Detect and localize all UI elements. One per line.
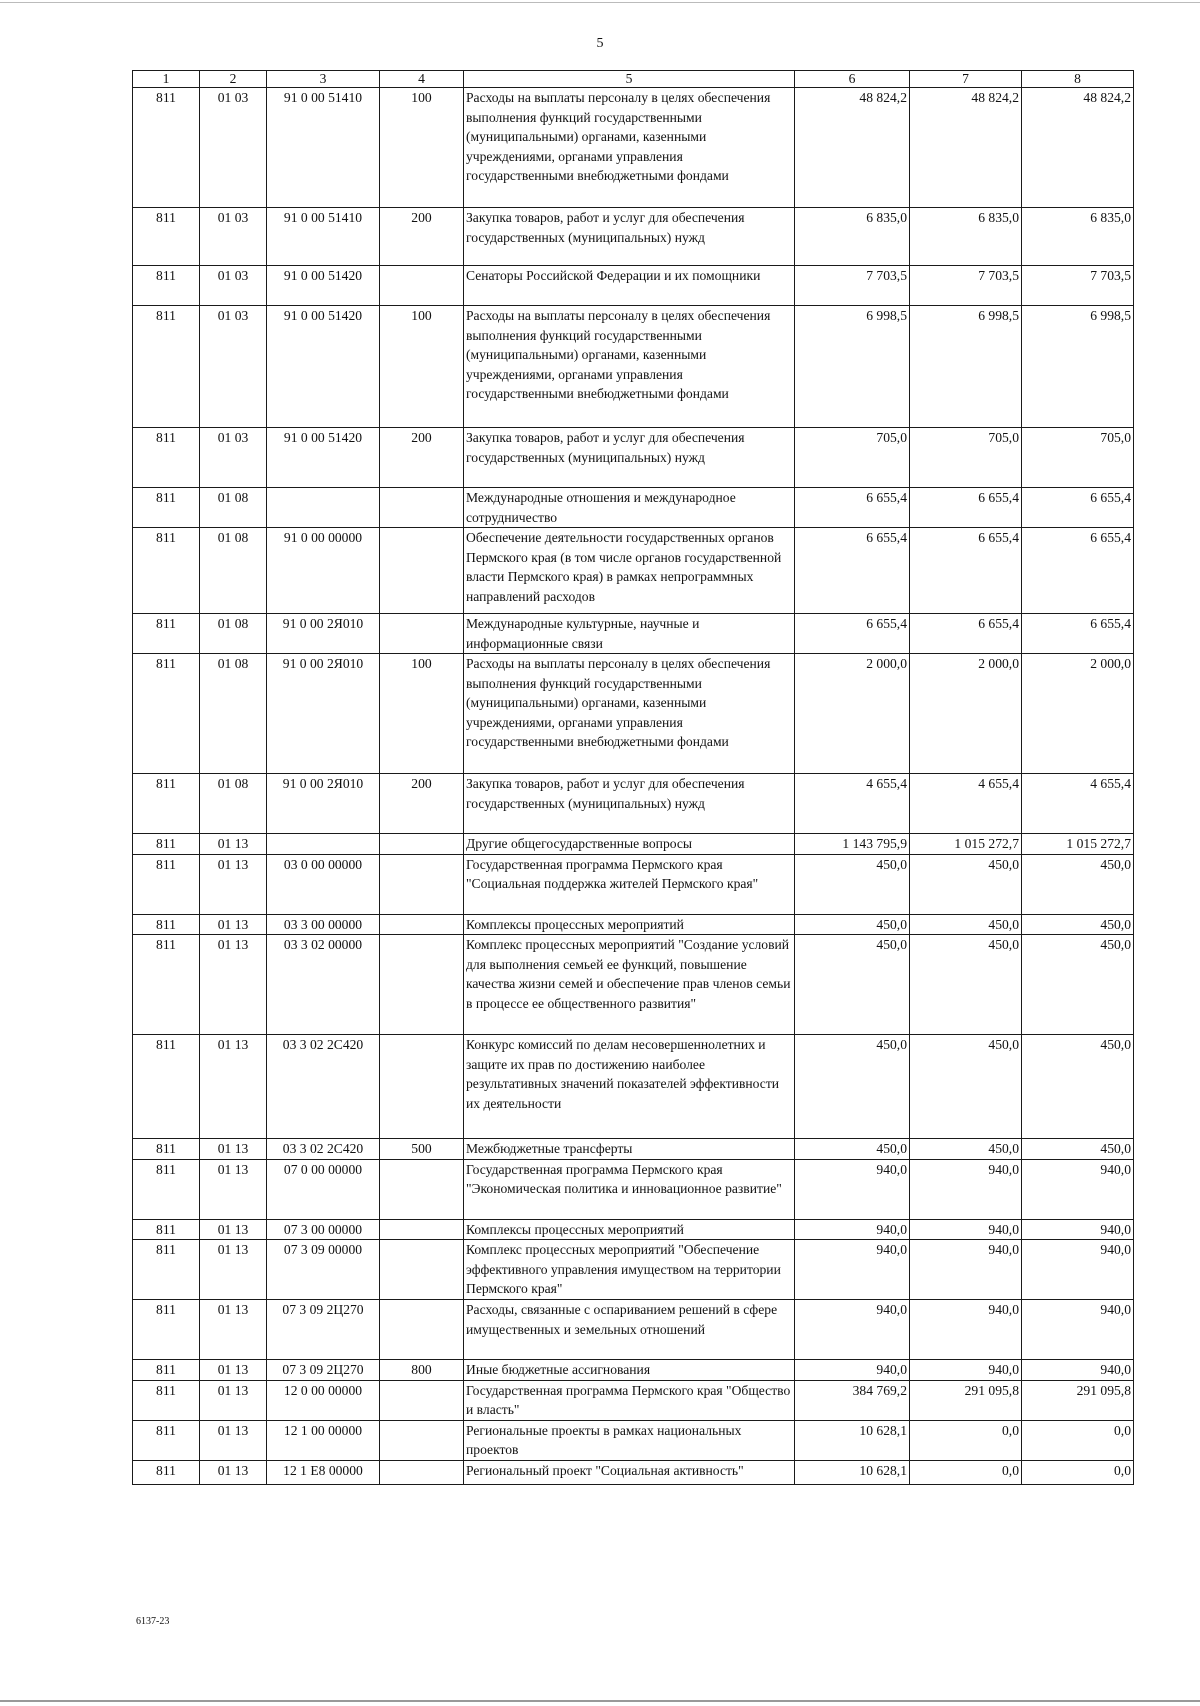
- cell-amount-year3: 0,0: [1022, 1460, 1134, 1484]
- cell-ved: 811: [133, 488, 200, 528]
- cell-expense-type: 500: [380, 1139, 464, 1160]
- cell-amount-year1: 450,0: [795, 1139, 910, 1160]
- cell-target-article: 07 3 09 2Ц270: [267, 1300, 380, 1360]
- cell-section: 01 08: [200, 614, 267, 654]
- cell-amount-year1: 2 000,0: [795, 654, 910, 774]
- cell-name: Закупка товаров, работ и услуг для обеспечения государственных (муниципальных) нужд: [464, 428, 795, 488]
- cell-amount-year2: 450,0: [910, 914, 1022, 935]
- cell-expense-type: [380, 1219, 464, 1240]
- col-header-4: 4: [380, 71, 464, 88]
- table-row: [133, 914, 1134, 935]
- cell-target-article: 03 3 02 2С420: [267, 1139, 380, 1160]
- cell-amount-year2: 4 655,4: [910, 774, 1022, 834]
- table-row: [133, 1240, 1134, 1300]
- cell-section: 01 08: [200, 654, 267, 774]
- cell-amount-year2: 1 015 272,7: [910, 834, 1022, 855]
- cell-target-article: 07 0 00 00000: [267, 1159, 380, 1219]
- cell-amount-year1: 450,0: [795, 1035, 910, 1139]
- cell-name: Государственная программа Пермского края "Экономическая политика и инновационное развитие": [464, 1159, 795, 1219]
- cell-amount-year3: 940,0: [1022, 1159, 1134, 1219]
- cell-section: 01 13: [200, 1240, 267, 1300]
- cell-section: 01 13: [200, 1420, 267, 1460]
- cell-target-article: 91 0 00 2Я010: [267, 774, 380, 834]
- cell-name: Обеспечение деятельности государственных органов Пермского края (в том числе органов государственной власти Пермского края) в рамках непрограммных направлений расходов: [464, 528, 795, 614]
- cell-amount-year3: 6 835,0: [1022, 208, 1134, 266]
- cell-ved: 811: [133, 1219, 200, 1240]
- table-row: [133, 1035, 1134, 1139]
- cell-name: Государственная программа Пермского края "Общество и власть": [464, 1380, 795, 1420]
- cell-section: 01 13: [200, 1380, 267, 1420]
- cell-expense-type: 800: [380, 1360, 464, 1381]
- cell-name: Международные культурные, научные и информационные связи: [464, 614, 795, 654]
- cell-section: 01 13: [200, 1159, 267, 1219]
- cell-ved: 811: [133, 935, 200, 1035]
- cell-ved: 811: [133, 1240, 200, 1300]
- cell-ved: 811: [133, 854, 200, 914]
- cell-ved: 811: [133, 1139, 200, 1160]
- table-row: [133, 1300, 1134, 1360]
- cell-expense-type: [380, 1380, 464, 1420]
- cell-name: Сенаторы Российской Федерации и их помощники: [464, 266, 795, 306]
- cell-section: 01 03: [200, 428, 267, 488]
- cell-section: 01 08: [200, 528, 267, 614]
- cell-expense-type: [380, 1420, 464, 1460]
- cell-expense-type: 100: [380, 306, 464, 428]
- cell-section: 01 03: [200, 266, 267, 306]
- cell-target-article: 91 0 00 51410: [267, 208, 380, 266]
- cell-name: Расходы на выплаты персоналу в целях обеспечения выполнения функций государственными (муниципальными) органами, казенными учреждениями, органами управления государственными внебюджетными фондами: [464, 306, 795, 428]
- cell-section: 01 08: [200, 488, 267, 528]
- cell-amount-year2: 6 655,4: [910, 488, 1022, 528]
- cell-amount-year3: 291 095,8: [1022, 1380, 1134, 1420]
- cell-amount-year1: 940,0: [795, 1219, 910, 1240]
- cell-amount-year1: 10 628,1: [795, 1420, 910, 1460]
- scan-edge-top: [0, 2, 1200, 3]
- cell-amount-year2: 6 655,4: [910, 614, 1022, 654]
- cell-ved: 811: [133, 306, 200, 428]
- cell-section: 01 13: [200, 935, 267, 1035]
- cell-amount-year1: 6 835,0: [795, 208, 910, 266]
- cell-amount-year2: 940,0: [910, 1240, 1022, 1300]
- col-header-6: 6: [795, 71, 910, 88]
- cell-name: Государственная программа Пермского края "Социальная поддержка жителей Пермского края": [464, 854, 795, 914]
- cell-amount-year3: 6 655,4: [1022, 614, 1134, 654]
- cell-target-article: 91 0 00 51420: [267, 306, 380, 428]
- cell-amount-year2: 450,0: [910, 935, 1022, 1035]
- cell-target-article: 91 0 00 00000: [267, 528, 380, 614]
- table-row: [133, 1139, 1134, 1160]
- cell-expense-type: 100: [380, 88, 464, 208]
- cell-amount-year3: 450,0: [1022, 854, 1134, 914]
- cell-ved: 811: [133, 1420, 200, 1460]
- cell-ved: 811: [133, 208, 200, 266]
- cell-ved: 811: [133, 1035, 200, 1139]
- cell-amount-year2: 940,0: [910, 1300, 1022, 1360]
- cell-amount-year1: 7 703,5: [795, 266, 910, 306]
- cell-ved: 811: [133, 88, 200, 208]
- cell-amount-year2: 6 835,0: [910, 208, 1022, 266]
- cell-ved: 811: [133, 914, 200, 935]
- cell-target-article: 07 3 09 2Ц270: [267, 1360, 380, 1381]
- cell-section: 01 03: [200, 88, 267, 208]
- cell-ved: 811: [133, 1300, 200, 1360]
- cell-name: Расходы, связанные с оспариванием решений в сфере имущественных и земельных отношений: [464, 1300, 795, 1360]
- cell-amount-year3: 940,0: [1022, 1360, 1134, 1381]
- table-header-row: [133, 71, 1134, 88]
- cell-expense-type: 200: [380, 428, 464, 488]
- table-row: [133, 88, 1134, 208]
- table-row: [133, 774, 1134, 834]
- cell-amount-year3: 2 000,0: [1022, 654, 1134, 774]
- cell-expense-type: [380, 935, 464, 1035]
- cell-amount-year3: 6 655,4: [1022, 488, 1134, 528]
- cell-target-article: 07 3 00 00000: [267, 1219, 380, 1240]
- cell-target-article: 03 0 00 00000: [267, 854, 380, 914]
- scan-edge-bottom: [0, 1700, 1200, 1702]
- cell-amount-year2: 0,0: [910, 1460, 1022, 1484]
- table-row: [133, 488, 1134, 528]
- col-header-7: 7: [910, 71, 1022, 88]
- cell-amount-year3: 940,0: [1022, 1240, 1134, 1300]
- table-row: [133, 935, 1134, 1035]
- cell-amount-year2: 705,0: [910, 428, 1022, 488]
- cell-ved: 811: [133, 614, 200, 654]
- cell-expense-type: [380, 1460, 464, 1484]
- col-header-5: 5: [464, 71, 795, 88]
- cell-name: Закупка товаров, работ и услуг для обеспечения государственных (муниципальных) нужд: [464, 208, 795, 266]
- cell-target-article: 91 0 00 51420: [267, 266, 380, 306]
- cell-section: 01 13: [200, 1460, 267, 1484]
- cell-amount-year1: 450,0: [795, 914, 910, 935]
- cell-section: 01 13: [200, 1139, 267, 1160]
- table-row: [133, 528, 1134, 614]
- table-row: [133, 208, 1134, 266]
- table-row: [133, 1219, 1134, 1240]
- page-number: 5: [596, 36, 604, 51]
- cell-name: Другие общегосударственные вопросы: [464, 834, 795, 855]
- cell-amount-year3: 7 703,5: [1022, 266, 1134, 306]
- cell-expense-type: [380, 528, 464, 614]
- col-header-2: 2: [200, 71, 267, 88]
- cell-amount-year1: 940,0: [795, 1159, 910, 1219]
- table-row: [133, 614, 1134, 654]
- cell-amount-year2: 48 824,2: [910, 88, 1022, 208]
- cell-amount-year2: 450,0: [910, 854, 1022, 914]
- cell-name: Расходы на выплаты персоналу в целях обеспечения выполнения функций государственными (муниципальными) органами, казенными учреждениями, органами управления государственными внебюджетными фондами: [464, 654, 795, 774]
- cell-expense-type: [380, 834, 464, 855]
- cell-amount-year2: 2 000,0: [910, 654, 1022, 774]
- cell-amount-year3: 450,0: [1022, 1139, 1134, 1160]
- cell-name: Расходы на выплаты персоналу в целях обеспечения выполнения функций государственными (муниципальными) органами, казенными учреждениями, органами управления государственными внебюджетными фондами: [464, 88, 795, 208]
- cell-amount-year1: 6 655,4: [795, 528, 910, 614]
- cell-name: Комплекс процессных мероприятий "Создание условий для выполнения семьей ее функций, повышение качества жизни семей и обеспечение прав членов семьи в процессе ее общественного развития": [464, 935, 795, 1035]
- cell-amount-year1: 940,0: [795, 1360, 910, 1381]
- table-row: [133, 834, 1134, 855]
- cell-amount-year1: 6 998,5: [795, 306, 910, 428]
- cell-ved: 811: [133, 1360, 200, 1381]
- cell-name: Иные бюджетные ассигнования: [464, 1360, 795, 1381]
- cell-amount-year3: 450,0: [1022, 935, 1134, 1035]
- cell-amount-year3: 6 655,4: [1022, 528, 1134, 614]
- cell-amount-year3: 940,0: [1022, 1300, 1134, 1360]
- cell-name: Комплексы процессных мероприятий: [464, 914, 795, 935]
- cell-amount-year2: 940,0: [910, 1219, 1022, 1240]
- cell-expense-type: [380, 488, 464, 528]
- cell-amount-year3: 48 824,2: [1022, 88, 1134, 208]
- cell-expense-type: [380, 914, 464, 935]
- cell-expense-type: 200: [380, 208, 464, 266]
- table-row: [133, 1380, 1134, 1420]
- cell-ved: 811: [133, 1380, 200, 1420]
- table-row: [133, 1420, 1134, 1460]
- cell-amount-year2: 940,0: [910, 1159, 1022, 1219]
- cell-amount-year3: 0,0: [1022, 1420, 1134, 1460]
- cell-amount-year3: 940,0: [1022, 1219, 1134, 1240]
- cell-section: 01 13: [200, 1035, 267, 1139]
- cell-amount-year1: 450,0: [795, 854, 910, 914]
- table-body: [133, 88, 1134, 1485]
- cell-target-article: 07 3 09 00000: [267, 1240, 380, 1300]
- cell-amount-year3: 705,0: [1022, 428, 1134, 488]
- cell-amount-year1: 940,0: [795, 1240, 910, 1300]
- cell-name: Закупка товаров, работ и услуг для обеспечения государственных (муниципальных) нужд: [464, 774, 795, 834]
- table-row: [133, 654, 1134, 774]
- table-row: [133, 1360, 1134, 1381]
- cell-ved: 811: [133, 1460, 200, 1484]
- table-row: [133, 428, 1134, 488]
- cell-section: 01 08: [200, 774, 267, 834]
- cell-target-article: 12 1 Е8 00000: [267, 1460, 380, 1484]
- cell-amount-year2: 7 703,5: [910, 266, 1022, 306]
- cell-amount-year2: 0,0: [910, 1420, 1022, 1460]
- cell-expense-type: [380, 1159, 464, 1219]
- cell-expense-type: 200: [380, 774, 464, 834]
- table-row: [133, 266, 1134, 306]
- cell-name: Региональный проект "Социальная активность": [464, 1460, 795, 1484]
- cell-amount-year1: 1 143 795,9: [795, 834, 910, 855]
- cell-target-article: [267, 488, 380, 528]
- footer-doc-code: 6137-23: [136, 1616, 170, 1627]
- cell-amount-year3: 1 015 272,7: [1022, 834, 1134, 855]
- cell-section: 01 13: [200, 1360, 267, 1381]
- cell-target-article: 91 0 00 51410: [267, 88, 380, 208]
- cell-amount-year2: 450,0: [910, 1139, 1022, 1160]
- cell-target-article: 03 3 02 00000: [267, 935, 380, 1035]
- cell-name: Региональные проекты в рамках национальных проектов: [464, 1420, 795, 1460]
- cell-target-article: 03 3 02 2С420: [267, 1035, 380, 1139]
- table-row: [133, 854, 1134, 914]
- cell-name: Комплекс процессных мероприятий "Обеспечение эффективного управления имуществом на территории Пермского края": [464, 1240, 795, 1300]
- cell-amount-year3: 6 998,5: [1022, 306, 1134, 428]
- cell-ved: 811: [133, 654, 200, 774]
- cell-amount-year1: 6 655,4: [795, 614, 910, 654]
- cell-target-article: 03 3 00 00000: [267, 914, 380, 935]
- budget-table: [132, 70, 1134, 1485]
- cell-target-article: 91 0 00 2Я010: [267, 654, 380, 774]
- cell-expense-type: 100: [380, 654, 464, 774]
- cell-section: 01 03: [200, 208, 267, 266]
- cell-amount-year3: 450,0: [1022, 1035, 1134, 1139]
- cell-amount-year1: 940,0: [795, 1300, 910, 1360]
- cell-ved: 811: [133, 428, 200, 488]
- cell-target-article: 91 0 00 2Я010: [267, 614, 380, 654]
- cell-amount-year1: 4 655,4: [795, 774, 910, 834]
- cell-section: 01 13: [200, 1300, 267, 1360]
- cell-name: Международные отношения и международное сотрудничество: [464, 488, 795, 528]
- cell-amount-year1: 48 824,2: [795, 88, 910, 208]
- cell-target-article: [267, 834, 380, 855]
- cell-name: Конкурс комиссий по делам несовершеннолетних и защите их прав по достижению наиболее результативных значений показателей эффективности их деятельности: [464, 1035, 795, 1139]
- cell-amount-year3: 450,0: [1022, 914, 1134, 935]
- cell-name: Комплексы процессных мероприятий: [464, 1219, 795, 1240]
- cell-ved: 811: [133, 528, 200, 614]
- cell-section: 01 03: [200, 306, 267, 428]
- cell-amount-year1: 6 655,4: [795, 488, 910, 528]
- cell-name: Межбюджетные трансферты: [464, 1139, 795, 1160]
- col-header-3: 3: [267, 71, 380, 88]
- cell-ved: 811: [133, 834, 200, 855]
- col-header-1: 1: [133, 71, 200, 88]
- cell-amount-year2: 6 655,4: [910, 528, 1022, 614]
- cell-expense-type: [380, 1240, 464, 1300]
- cell-section: 01 13: [200, 834, 267, 855]
- table-row: [133, 1460, 1134, 1484]
- cell-amount-year3: 4 655,4: [1022, 774, 1134, 834]
- table-row: [133, 1159, 1134, 1219]
- cell-amount-year1: 384 769,2: [795, 1380, 910, 1420]
- cell-amount-year1: 705,0: [795, 428, 910, 488]
- cell-amount-year2: 6 998,5: [910, 306, 1022, 428]
- cell-section: 01 13: [200, 1219, 267, 1240]
- cell-target-article: 12 1 00 00000: [267, 1420, 380, 1460]
- table-row: [133, 306, 1134, 428]
- cell-amount-year2: 940,0: [910, 1360, 1022, 1381]
- cell-expense-type: [380, 854, 464, 914]
- cell-target-article: 91 0 00 51420: [267, 428, 380, 488]
- col-header-8: 8: [1022, 71, 1134, 88]
- cell-amount-year1: 10 628,1: [795, 1460, 910, 1484]
- cell-expense-type: [380, 1300, 464, 1360]
- cell-expense-type: [380, 266, 464, 306]
- cell-amount-year2: 291 095,8: [910, 1380, 1022, 1420]
- cell-amount-year2: 450,0: [910, 1035, 1022, 1139]
- cell-expense-type: [380, 614, 464, 654]
- cell-expense-type: [380, 1035, 464, 1139]
- cell-ved: 811: [133, 774, 200, 834]
- cell-ved: 811: [133, 1159, 200, 1219]
- cell-amount-year1: 450,0: [795, 935, 910, 1035]
- cell-target-article: 12 0 00 00000: [267, 1380, 380, 1420]
- cell-ved: 811: [133, 266, 200, 306]
- cell-section: 01 13: [200, 914, 267, 935]
- cell-section: 01 13: [200, 854, 267, 914]
